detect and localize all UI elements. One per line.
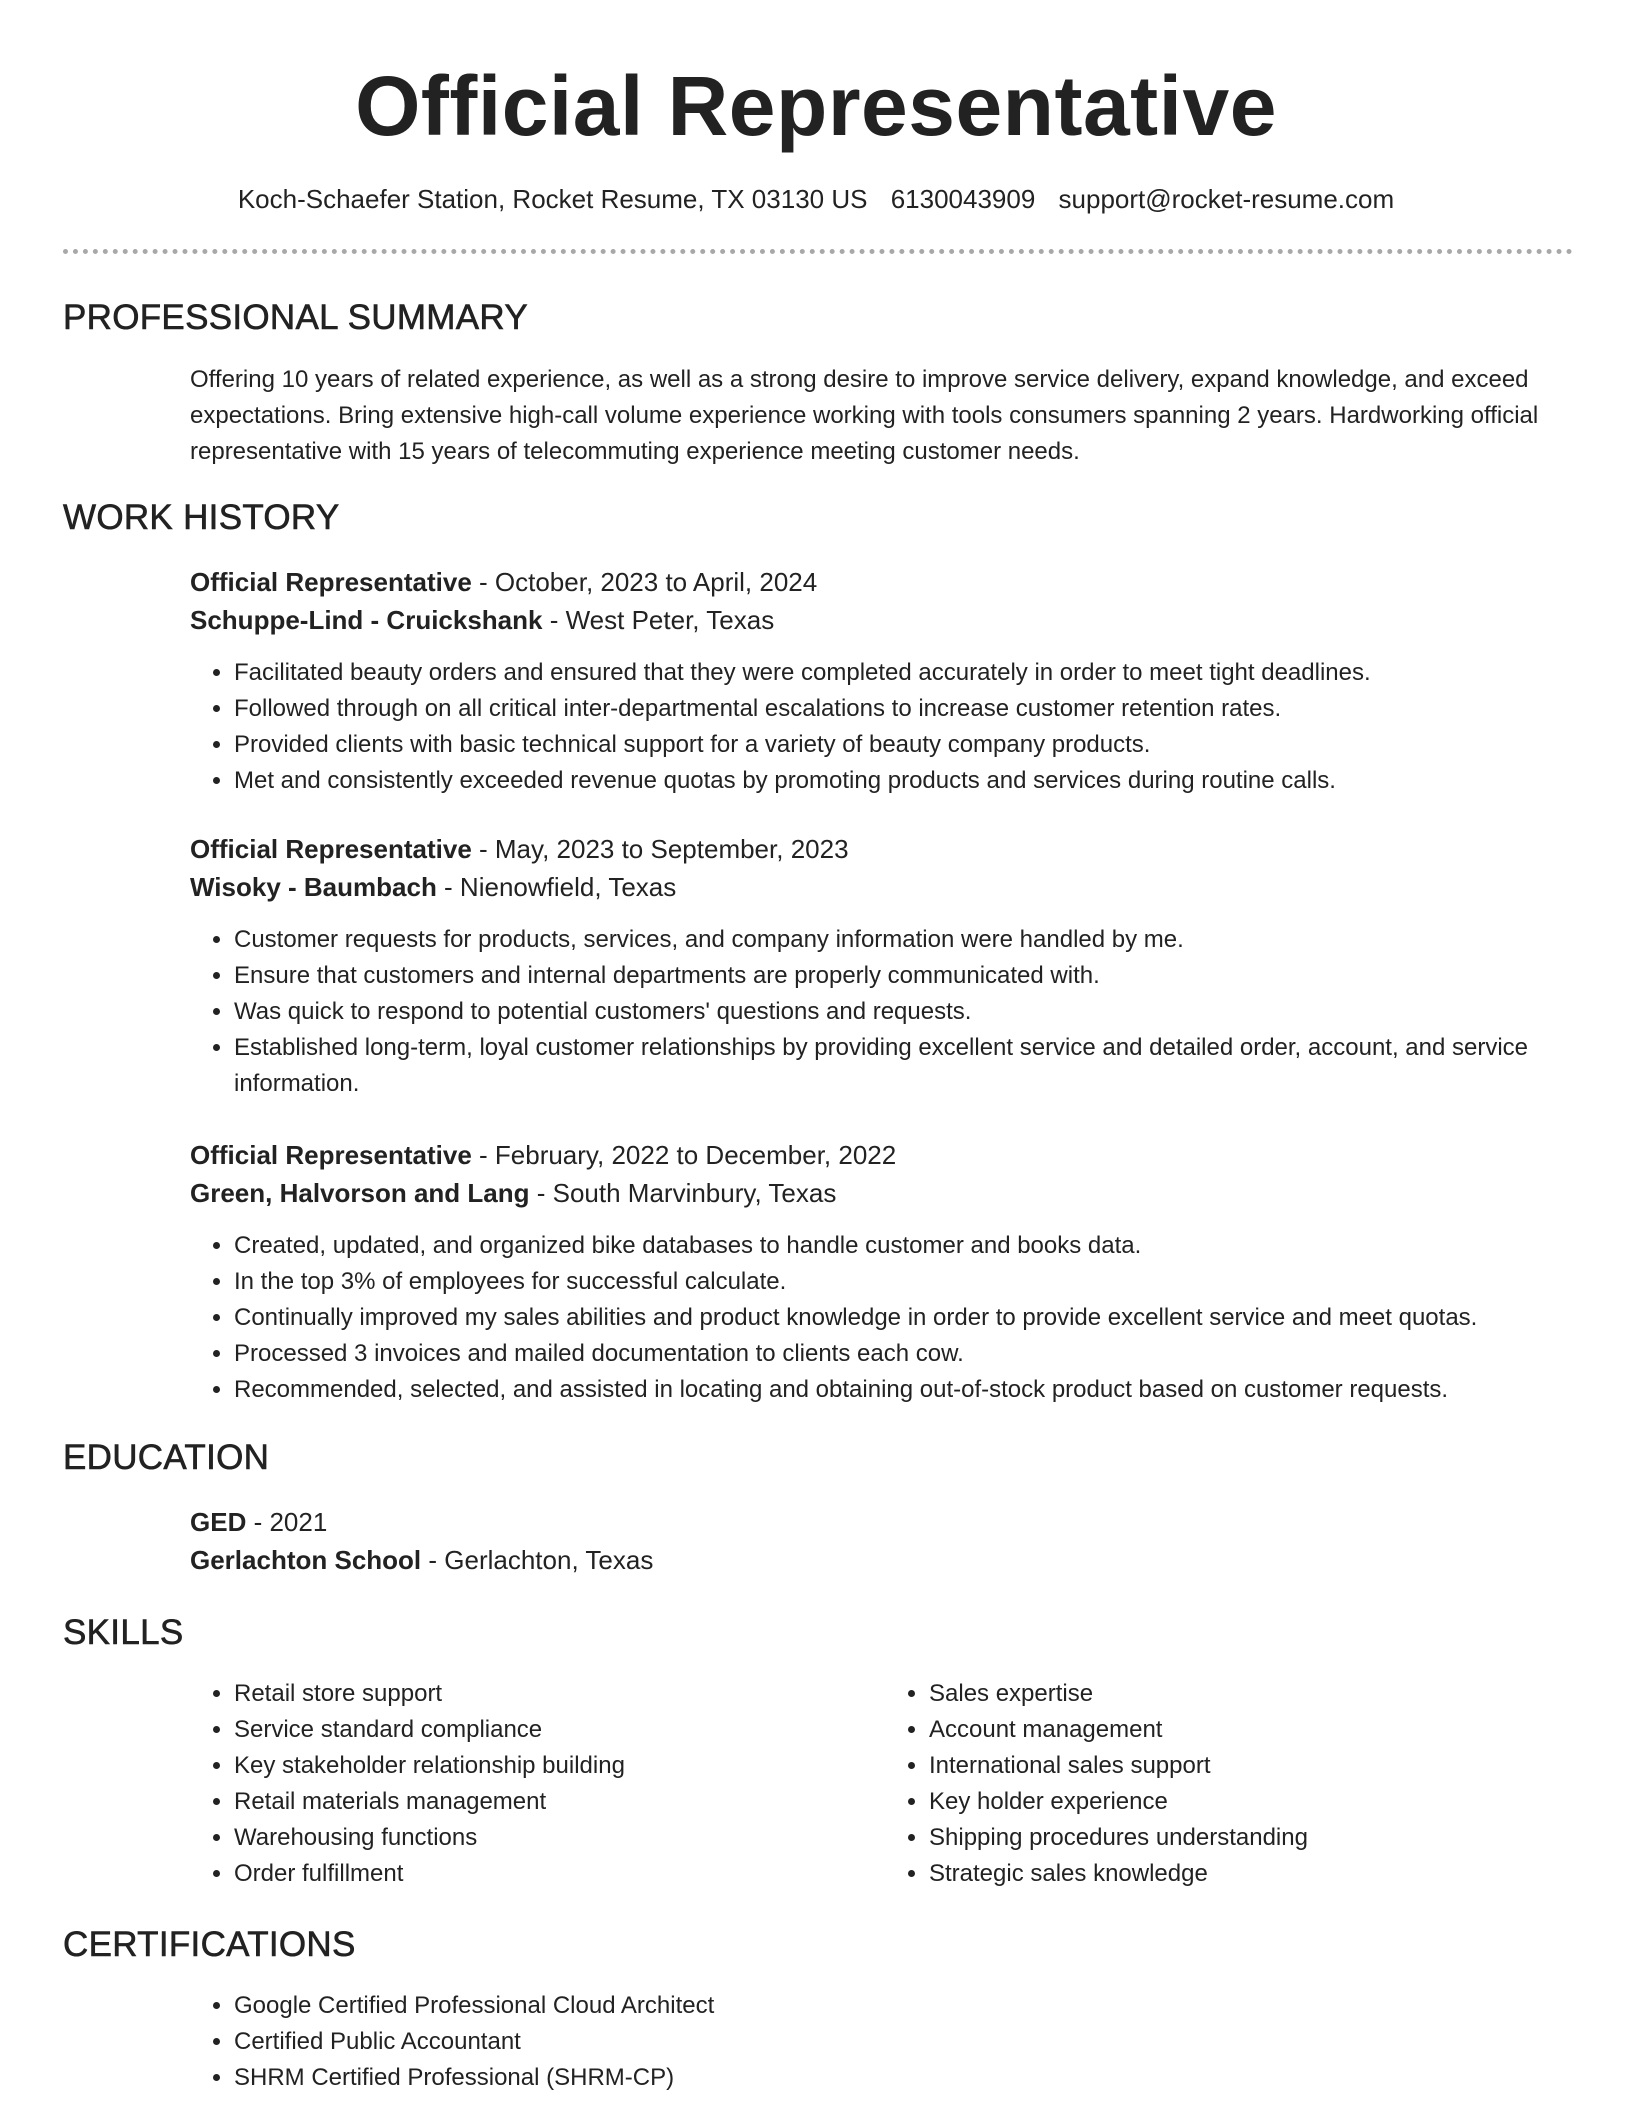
education-degree-line [190,1503,1580,1541]
job-dates: - February, 2022 to December, 2022 [471,1140,897,1170]
certifications-section [190,1988,1580,2096]
job-title: Official Representative [190,567,472,597]
job-bullets [190,1228,1580,1408]
skills-list-right [885,1676,1580,1892]
job-bullet: • Provided clients with basic technical support for a variety of beauty company products. [234,727,1580,763]
contact-line [0,182,1632,216]
summary-heading: PROFESSIONAL SUMMARY [63,298,528,337]
skills-list-left [190,1676,885,1892]
contact-phone: 6130043909 [890,184,1036,214]
skill-item: • Sales expertise [929,1676,1580,1712]
job-company: Schuppe-Lind - Cruickshank [190,605,543,635]
skill-item: • Account management [929,1712,1580,1748]
job-dates: - October, 2023 to April, 2024 [471,567,818,597]
header-divider [63,249,1573,254]
skills-heading: SKILLS [63,1613,184,1652]
education-school-line [190,1541,1580,1579]
job-location: - West Peter, Texas [542,605,775,635]
education-degree: GED [190,1507,247,1537]
skill-item: • Retail materials management [234,1784,885,1820]
job-bullet: • Ensure that customers and internal departments are properly communicated with. [234,958,1580,994]
job-location: - Nienowfield, Texas [436,872,677,902]
job-company-line [190,1174,1580,1212]
job-bullet: • Met and consistently exceeded revenue quotas by promoting products and services during routine calls. [234,763,1580,799]
skill-item: • Retail store support [234,1676,885,1712]
education-location: - Gerlachton, Texas [421,1545,654,1575]
job-title-line [190,1136,1580,1174]
job-title-line [190,830,1580,868]
skill-item: • International sales support [929,1748,1580,1784]
certification-item: • Certified Public Accountant [234,2024,1580,2060]
skill-item: • Service standard compliance [234,1712,885,1748]
certification-item: • Google Certified Professional Cloud Architect [234,1988,1580,2024]
skill-item: • Strategic sales knowledge [929,1856,1580,1892]
job-bullet: • Established long-term, loyal customer relationships by providing excellent service and detailed order, account, and service information. [234,1030,1580,1102]
job-title: Official Representative [190,834,472,864]
job-bullet: • Followed through on all critical inter-departmental escalations to increase customer retention rates. [234,691,1580,727]
job-bullet: • Recommended, selected, and assisted in locating and obtaining out-of-stock product based on customer requests. [234,1372,1580,1408]
education-school: Gerlachton School [190,1545,422,1575]
job-entry [190,563,1580,799]
skill-item: • Key stakeholder relationship building [234,1748,885,1784]
job-bullet: • Processed 3 invoices and mailed documentation to clients each cow. [234,1336,1580,1372]
job-bullet: • Created, updated, and organized bike databases to handle customer and books data. [234,1228,1580,1264]
certifications-list [190,1988,1580,2096]
job-bullet: • Customer requests for products, services, and company information were handled by me. [234,922,1580,958]
job-bullets [190,655,1580,799]
skill-item: • Order fulfillment [234,1856,885,1892]
certification-item: • SHRM Certified Professional (SHRM-CP) [234,2060,1580,2096]
job-entry [190,830,1580,1102]
summary-text: Offering 10 years of related experience, as well as a strong desire to improve service delivery, expand knowledge, and exceed expectations. Bring extensive high-call volume experience working with tools consumers spanning 2 years. Hardworking official representative with 15 years of telecommuting experience meeting customer needs. [190,366,1539,465]
summary-section [190,362,1580,470]
job-company: Wisoky - Baumbach [190,872,437,902]
job-bullet: • Facilitated beauty orders and ensured that they were completed accurately in order to meet tight deadlines. [234,655,1580,691]
job-location: - South Marvinbury, Texas [529,1178,837,1208]
skills-columns [190,1676,1580,1892]
job-company: Green, Halvorson and Lang [190,1178,530,1208]
skills-section [190,1676,1580,1892]
job-title-line [190,563,1580,601]
job-dates: - May, 2023 to September, 2023 [471,834,849,864]
work-history-heading: WORK HISTORY [63,498,340,537]
job-bullet: • In the top 3% of employees for successful calculate. [234,1264,1580,1300]
skill-item: • Warehousing functions [234,1820,885,1856]
education-entry [190,1503,1580,1579]
contact-email[interactable]: support@rocket-resume.com [1058,184,1395,214]
job-bullets [190,922,1580,1102]
job-entry [190,1136,1580,1408]
education-year: - 2021 [246,1507,328,1537]
candidate-name: Official Representative [355,59,1277,153]
job-company-line [190,868,1580,906]
job-bullet: • Was quick to respond to potential customers' questions and requests. [234,994,1580,1030]
education-heading: EDUCATION [63,1438,270,1477]
job-company-line [190,601,1580,639]
skill-item: • Shipping procedures understanding [929,1820,1580,1856]
certifications-heading: CERTIFICATIONS [63,1925,356,1964]
skill-item: • Key holder experience [929,1784,1580,1820]
job-title: Official Representative [190,1140,472,1170]
contact-address: Koch-Schaefer Station, Rocket Resume, TX 03130 US [237,184,868,214]
job-bullet: • Continually improved my sales abilities and product knowledge in order to provide excellent service and meet quotas. [234,1300,1580,1336]
